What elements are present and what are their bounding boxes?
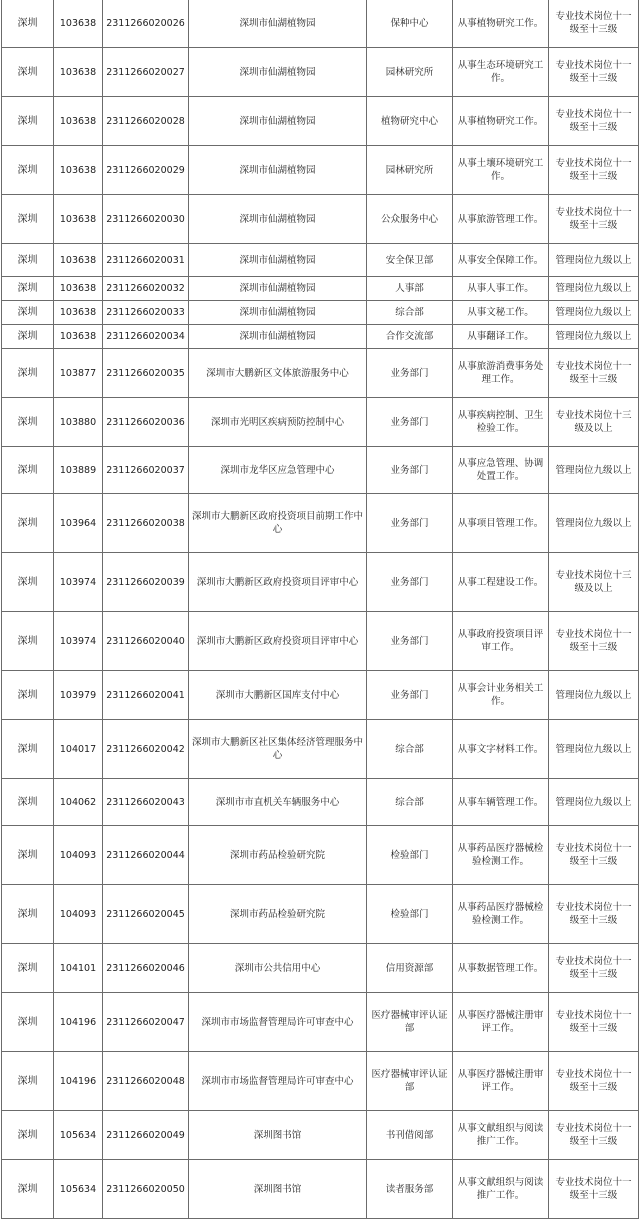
position-code-cell: 2311266020026 bbox=[103, 0, 189, 48]
duties-cell: 从事安全保障工作。 bbox=[453, 244, 549, 277]
employer-cell: 深圳市仙湖植物园 bbox=[189, 48, 367, 97]
duties-cell: 从事文献组织与阅读推广工作。 bbox=[453, 1111, 549, 1160]
employer-cell: 深圳市药品检验研究院 bbox=[189, 826, 367, 885]
position-level-cell: 管理岗位九级以上 bbox=[549, 671, 639, 720]
duties-cell: 从事数据管理工作。 bbox=[453, 944, 549, 993]
duties-cell: 从事土壤环境研究工作。 bbox=[453, 146, 549, 195]
table-row bbox=[2, 244, 639, 277]
employer-cell: 深圳市大鹏新区社区集体经济管理服务中心 bbox=[189, 720, 367, 779]
position-code-cell: 2311266020029 bbox=[103, 146, 189, 195]
position-code-cell: 2311266020033 bbox=[103, 301, 189, 325]
duties-cell: 从事药品医疗器械检验检测工作。 bbox=[453, 885, 549, 944]
duties-cell: 从事翻译工作。 bbox=[453, 325, 549, 349]
duties-cell: 从事药品医疗器械检验检测工作。 bbox=[453, 826, 549, 885]
unit-code-cell: 103638 bbox=[54, 48, 103, 97]
employer-cell: 深圳图书馆 bbox=[189, 1160, 367, 1219]
position-level-cell: 管理岗位九级以上 bbox=[549, 494, 639, 553]
position-level-cell: 专业技术岗位十一级至十三级 bbox=[549, 944, 639, 993]
region-cell: 深圳 bbox=[2, 48, 54, 97]
department-cell: 业务部门 bbox=[367, 494, 453, 553]
employer-cell: 深圳市光明区疾病预防控制中心 bbox=[189, 398, 367, 447]
employer-cell: 深圳市仙湖植物园 bbox=[189, 146, 367, 195]
position-code-cell: 2311266020028 bbox=[103, 97, 189, 146]
table-row bbox=[2, 97, 639, 146]
unit-code-cell: 103974 bbox=[54, 553, 103, 612]
table-row bbox=[2, 612, 639, 671]
duties-cell: 从事政府投资项目评审工作。 bbox=[453, 612, 549, 671]
department-cell: 书刊借阅部 bbox=[367, 1111, 453, 1160]
unit-code-cell: 103638 bbox=[54, 301, 103, 325]
region-cell: 深圳 bbox=[2, 1111, 54, 1160]
employer-cell: 深圳市大鹏新区文体旅游服务中心 bbox=[189, 349, 367, 398]
employer-cell: 深圳市仙湖植物园 bbox=[189, 301, 367, 325]
table-row bbox=[2, 720, 639, 779]
position-code-cell: 2311266020040 bbox=[103, 612, 189, 671]
position-level-cell: 管理岗位九级以上 bbox=[549, 244, 639, 277]
department-cell: 医疗器械审评认证部 bbox=[367, 993, 453, 1052]
duties-cell: 从事车辆管理工作。 bbox=[453, 779, 549, 826]
region-cell: 深圳 bbox=[2, 97, 54, 146]
region-cell: 深圳 bbox=[2, 398, 54, 447]
position-level-cell: 专业技术岗位十一级至十三级 bbox=[549, 0, 639, 48]
table-body bbox=[2, 0, 639, 1219]
unit-code-cell: 103638 bbox=[54, 277, 103, 301]
position-code-cell: 2311266020032 bbox=[103, 277, 189, 301]
region-cell: 深圳 bbox=[2, 993, 54, 1052]
department-cell: 植物研究中心 bbox=[367, 97, 453, 146]
table-row bbox=[2, 0, 639, 48]
duties-cell: 从事文献组织与阅读推广工作。 bbox=[453, 1160, 549, 1219]
employer-cell: 深圳市市场监督管理局许可审查中心 bbox=[189, 993, 367, 1052]
unit-code-cell: 104093 bbox=[54, 826, 103, 885]
duties-cell: 从事项目管理工作。 bbox=[453, 494, 549, 553]
unit-code-cell: 103964 bbox=[54, 494, 103, 553]
duties-cell: 从事人事工作。 bbox=[453, 277, 549, 301]
unit-code-cell: 103974 bbox=[54, 612, 103, 671]
position-code-cell: 2311266020034 bbox=[103, 325, 189, 349]
employer-cell: 深圳市仙湖植物园 bbox=[189, 244, 367, 277]
unit-code-cell: 103877 bbox=[54, 349, 103, 398]
position-code-cell: 2311266020048 bbox=[103, 1052, 189, 1111]
department-cell: 业务部门 bbox=[367, 612, 453, 671]
duties-cell: 从事文字材料工作。 bbox=[453, 720, 549, 779]
region-cell: 深圳 bbox=[2, 349, 54, 398]
employer-cell: 深圳市仙湖植物园 bbox=[189, 195, 367, 244]
unit-code-cell: 105634 bbox=[54, 1111, 103, 1160]
region-cell: 深圳 bbox=[2, 494, 54, 553]
region-cell: 深圳 bbox=[2, 944, 54, 993]
department-cell: 综合部 bbox=[367, 301, 453, 325]
department-cell: 医疗器械审评认证部 bbox=[367, 1052, 453, 1111]
position-level-cell: 专业技术岗位十一级至十三级 bbox=[549, 48, 639, 97]
position-code-cell: 2311266020027 bbox=[103, 48, 189, 97]
employer-cell: 深圳市龙华区应急管理中心 bbox=[189, 447, 367, 494]
region-cell: 深圳 bbox=[2, 553, 54, 612]
position-code-cell: 2311266020030 bbox=[103, 195, 189, 244]
position-level-cell: 专业技术岗位十一级至十三级 bbox=[549, 97, 639, 146]
table-row bbox=[2, 398, 639, 447]
region-cell: 深圳 bbox=[2, 195, 54, 244]
table-row bbox=[2, 553, 639, 612]
region-cell: 深圳 bbox=[2, 1052, 54, 1111]
table-row bbox=[2, 447, 639, 494]
position-code-cell: 2311266020036 bbox=[103, 398, 189, 447]
position-level-cell: 专业技术岗位十一级至十三级 bbox=[549, 195, 639, 244]
position-level-cell: 专业技术岗位十一级至十三级 bbox=[549, 349, 639, 398]
unit-code-cell: 104017 bbox=[54, 720, 103, 779]
table-row bbox=[2, 1052, 639, 1111]
department-cell: 安全保卫部 bbox=[367, 244, 453, 277]
employer-cell: 深圳市药品检验研究院 bbox=[189, 885, 367, 944]
region-cell: 深圳 bbox=[2, 612, 54, 671]
unit-code-cell: 103979 bbox=[54, 671, 103, 720]
position-level-cell: 专业技术岗位十一级至十三级 bbox=[549, 826, 639, 885]
table-row bbox=[2, 1111, 639, 1160]
position-level-cell: 管理岗位九级以上 bbox=[549, 720, 639, 779]
table-row bbox=[2, 48, 639, 97]
region-cell: 深圳 bbox=[2, 720, 54, 779]
duties-cell: 从事疾病控制、卫生检验工作。 bbox=[453, 398, 549, 447]
duties-cell: 从事医疗器械注册审评工作。 bbox=[453, 993, 549, 1052]
region-cell: 深圳 bbox=[2, 885, 54, 944]
department-cell: 业务部门 bbox=[367, 398, 453, 447]
position-level-cell: 管理岗位九级以上 bbox=[549, 277, 639, 301]
unit-code-cell: 104196 bbox=[54, 993, 103, 1052]
unit-code-cell: 103889 bbox=[54, 447, 103, 494]
duties-cell: 从事工程建设工作。 bbox=[453, 553, 549, 612]
employer-cell: 深圳市仙湖植物园 bbox=[189, 97, 367, 146]
table-row bbox=[2, 993, 639, 1052]
employer-cell: 深圳市大鹏新区政府投资项目前期工作中心 bbox=[189, 494, 367, 553]
table-row bbox=[2, 671, 639, 720]
position-level-cell: 专业技术岗位十一级至十三级 bbox=[549, 612, 639, 671]
table-row bbox=[2, 779, 639, 826]
position-code-cell: 2311266020046 bbox=[103, 944, 189, 993]
duties-cell: 从事会计业务相关工作。 bbox=[453, 671, 549, 720]
employer-cell: 深圳市市场监督管理局许可审查中心 bbox=[189, 1052, 367, 1111]
department-cell: 园林研究所 bbox=[367, 146, 453, 195]
employer-cell: 深圳图书馆 bbox=[189, 1111, 367, 1160]
region-cell: 深圳 bbox=[2, 325, 54, 349]
position-code-cell: 2311266020041 bbox=[103, 671, 189, 720]
department-cell: 合作交流部 bbox=[367, 325, 453, 349]
region-cell: 深圳 bbox=[2, 1160, 54, 1219]
unit-code-cell: 103638 bbox=[54, 97, 103, 146]
unit-code-cell: 103880 bbox=[54, 398, 103, 447]
department-cell: 业务部门 bbox=[367, 671, 453, 720]
table-row bbox=[2, 885, 639, 944]
department-cell: 业务部门 bbox=[367, 349, 453, 398]
department-cell: 业务部门 bbox=[367, 553, 453, 612]
position-level-cell: 专业技术岗位十一级至十三级 bbox=[549, 993, 639, 1052]
employer-cell: 深圳市大鹏新区政府投资项目评审中心 bbox=[189, 553, 367, 612]
region-cell: 深圳 bbox=[2, 826, 54, 885]
position-level-cell: 专业技术岗位十一级至十三级 bbox=[549, 146, 639, 195]
employer-cell: 深圳市仙湖植物园 bbox=[189, 0, 367, 48]
table-row bbox=[2, 944, 639, 993]
unit-code-cell: 104101 bbox=[54, 944, 103, 993]
duties-cell: 从事文秘工作。 bbox=[453, 301, 549, 325]
position-code-cell: 2311266020050 bbox=[103, 1160, 189, 1219]
position-level-cell: 管理岗位九级以上 bbox=[549, 447, 639, 494]
positions-table bbox=[1, 0, 639, 1219]
department-cell: 检验部门 bbox=[367, 885, 453, 944]
employer-cell: 深圳市市直机关车辆服务中心 bbox=[189, 779, 367, 826]
position-level-cell: 管理岗位九级以上 bbox=[549, 325, 639, 349]
region-cell: 深圳 bbox=[2, 146, 54, 195]
region-cell: 深圳 bbox=[2, 301, 54, 325]
department-cell: 园林研究所 bbox=[367, 48, 453, 97]
employer-cell: 深圳市大鹏新区政府投资项目评审中心 bbox=[189, 612, 367, 671]
position-code-cell: 2311266020042 bbox=[103, 720, 189, 779]
position-code-cell: 2311266020049 bbox=[103, 1111, 189, 1160]
duties-cell: 从事生态环境研究工作。 bbox=[453, 48, 549, 97]
position-code-cell: 2311266020031 bbox=[103, 244, 189, 277]
department-cell: 读者服务部 bbox=[367, 1160, 453, 1219]
department-cell: 人事部 bbox=[367, 277, 453, 301]
employer-cell: 深圳市仙湖植物园 bbox=[189, 325, 367, 349]
duties-cell: 从事植物研究工作。 bbox=[453, 97, 549, 146]
department-cell: 信用资源部 bbox=[367, 944, 453, 993]
position-code-cell: 2311266020038 bbox=[103, 494, 189, 553]
position-level-cell: 管理岗位九级以上 bbox=[549, 779, 639, 826]
unit-code-cell: 105634 bbox=[54, 1160, 103, 1219]
position-code-cell: 2311266020037 bbox=[103, 447, 189, 494]
position-code-cell: 2311266020044 bbox=[103, 826, 189, 885]
department-cell: 业务部门 bbox=[367, 447, 453, 494]
table-row bbox=[2, 146, 639, 195]
position-code-cell: 2311266020043 bbox=[103, 779, 189, 826]
position-level-cell: 管理岗位九级以上 bbox=[549, 301, 639, 325]
table-row bbox=[2, 1160, 639, 1219]
position-level-cell: 专业技术岗位十三级及以上 bbox=[549, 553, 639, 612]
duties-cell: 从事医疗器械注册审评工作。 bbox=[453, 1052, 549, 1111]
position-level-cell: 专业技术岗位十一级至十三级 bbox=[549, 1160, 639, 1219]
region-cell: 深圳 bbox=[2, 671, 54, 720]
position-code-cell: 2311266020045 bbox=[103, 885, 189, 944]
department-cell: 公众服务中心 bbox=[367, 195, 453, 244]
unit-code-cell: 104062 bbox=[54, 779, 103, 826]
region-cell: 深圳 bbox=[2, 447, 54, 494]
employer-cell: 深圳市公共信用中心 bbox=[189, 944, 367, 993]
unit-code-cell: 104196 bbox=[54, 1052, 103, 1111]
region-cell: 深圳 bbox=[2, 779, 54, 826]
department-cell: 保种中心 bbox=[367, 0, 453, 48]
table-row bbox=[2, 277, 639, 301]
department-cell: 检验部门 bbox=[367, 826, 453, 885]
unit-code-cell: 104093 bbox=[54, 885, 103, 944]
region-cell: 深圳 bbox=[2, 244, 54, 277]
department-cell: 综合部 bbox=[367, 779, 453, 826]
position-code-cell: 2311266020039 bbox=[103, 553, 189, 612]
unit-code-cell: 103638 bbox=[54, 0, 103, 48]
unit-code-cell: 103638 bbox=[54, 195, 103, 244]
employer-cell: 深圳市仙湖植物园 bbox=[189, 277, 367, 301]
duties-cell: 从事旅游管理工作。 bbox=[453, 195, 549, 244]
duties-cell: 从事植物研究工作。 bbox=[453, 0, 549, 48]
position-level-cell: 专业技术岗位十三级及以上 bbox=[549, 398, 639, 447]
employer-cell: 深圳市大鹏新区国库支付中心 bbox=[189, 671, 367, 720]
region-cell: 深圳 bbox=[2, 277, 54, 301]
unit-code-cell: 103638 bbox=[54, 146, 103, 195]
position-code-cell: 2311266020035 bbox=[103, 349, 189, 398]
table-row bbox=[2, 826, 639, 885]
table-row bbox=[2, 301, 639, 325]
position-level-cell: 专业技术岗位十一级至十三级 bbox=[549, 885, 639, 944]
position-level-cell: 专业技术岗位十一级至十三级 bbox=[549, 1111, 639, 1160]
duties-cell: 从事旅游消费事务处理工作。 bbox=[453, 349, 549, 398]
table-row bbox=[2, 325, 639, 349]
unit-code-cell: 103638 bbox=[54, 325, 103, 349]
region-cell: 深圳 bbox=[2, 0, 54, 48]
table-row bbox=[2, 494, 639, 553]
table-row bbox=[2, 195, 639, 244]
table-row bbox=[2, 349, 639, 398]
department-cell: 综合部 bbox=[367, 720, 453, 779]
duties-cell: 从事应急管理、协调处置工作。 bbox=[453, 447, 549, 494]
position-level-cell: 专业技术岗位十一级至十三级 bbox=[549, 1052, 639, 1111]
position-code-cell: 2311266020047 bbox=[103, 993, 189, 1052]
unit-code-cell: 103638 bbox=[54, 244, 103, 277]
